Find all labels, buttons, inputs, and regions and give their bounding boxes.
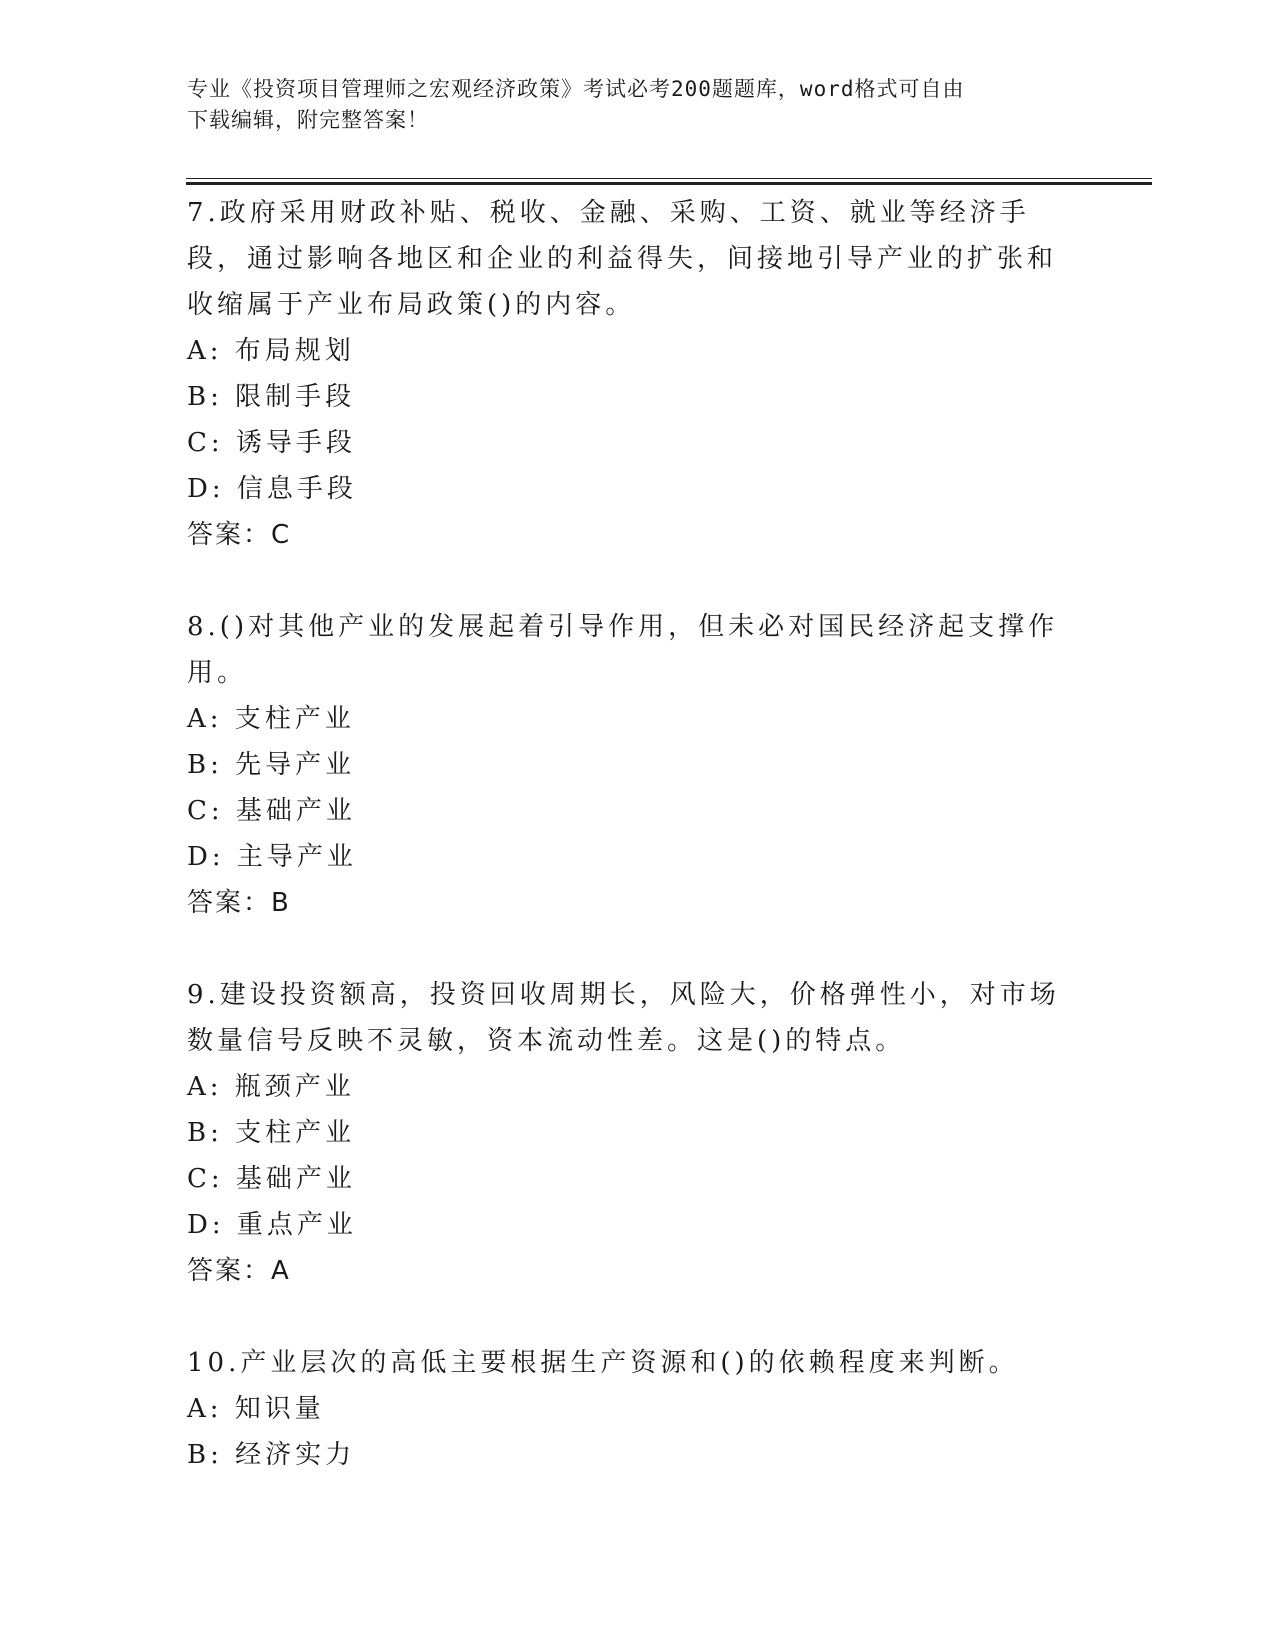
answer-line: 答案：A [187, 1256, 291, 1286]
question-7 [187, 190, 1067, 558]
answer-line: 答案：C [187, 520, 292, 550]
question-text: 7.政府采用财政补贴、税收、金融、采购、工资、就业等经济手段，通过影响各地区和企业的利益得失，间接地引导产业的扩张和收缩属于产业布局政策()的内容。 [187, 198, 1058, 320]
question-spacer [187, 1294, 1067, 1340]
option-b: B: 支柱产业 [187, 1118, 356, 1148]
question-text: 9.建设投资额高，投资回收周期长，风险大，价格弹性小，对市场数量信号反映不灵敏，资本流动性差。这是()的特点。 [187, 980, 1060, 1056]
header-divider-thick [186, 182, 1152, 185]
option-c: C: 基础产业 [187, 1164, 356, 1194]
option-a: A: 支柱产业 [187, 704, 355, 734]
option-c: C: 基础产业 [187, 796, 356, 826]
question-text: 8.()对其他产业的发展起着引导作用，但未必对国民经济起支撑作用。 [187, 612, 1059, 688]
answer-line: 答案：B [187, 888, 291, 918]
option-a: A: 瓶颈产业 [187, 1072, 355, 1102]
option-c: C: 诱导手段 [187, 428, 356, 458]
header-line-1: 专业《投资项目管理师之宏观经济政策》考试必考200题题库，word格式可自由 [187, 77, 965, 101]
option-a: A: 布局规划 [187, 336, 355, 366]
question-9 [187, 972, 1067, 1294]
option-a: A: 知识量 [187, 1394, 325, 1424]
question-10 [187, 1340, 1067, 1478]
question-text: 10.产业层次的高低主要根据生产资源和()的依赖程度来判断。 [187, 1348, 1019, 1378]
option-d: D: 信息手段 [187, 474, 357, 504]
document-header [187, 74, 1067, 136]
option-b: B: 先导产业 [187, 750, 356, 780]
question-spacer [187, 558, 1067, 604]
question-spacer [187, 926, 1067, 972]
option-d: D: 重点产业 [187, 1210, 357, 1240]
option-d: D: 主导产业 [187, 842, 357, 872]
question-list [187, 190, 1067, 1478]
option-b: B: 经济实力 [187, 1440, 356, 1470]
question-8 [187, 604, 1067, 926]
header-divider-thin [186, 178, 1152, 179]
option-b: B: 限制手段 [187, 382, 356, 412]
header-line-2: 下载编辑，附完整答案！ [187, 108, 429, 132]
